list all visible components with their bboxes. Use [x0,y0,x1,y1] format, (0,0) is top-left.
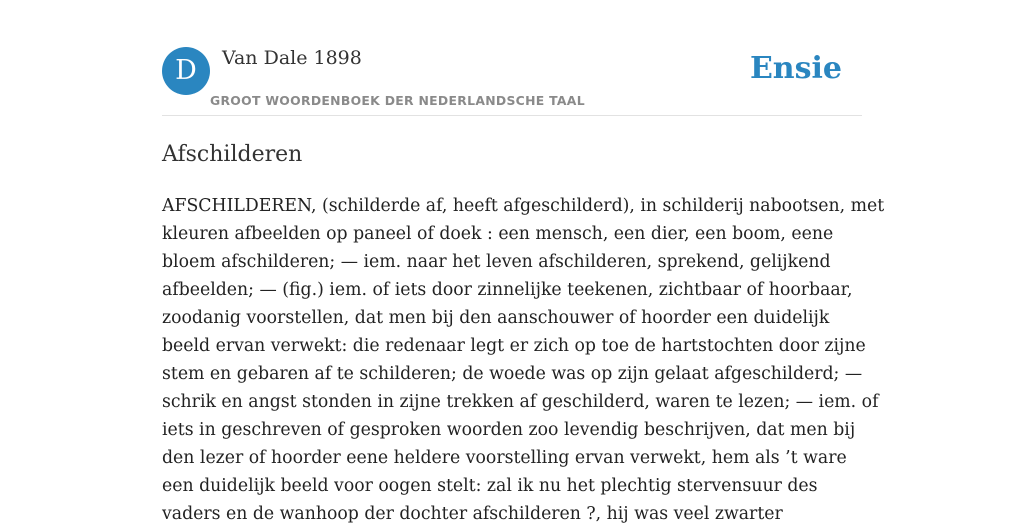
entry-line: kleuren afbeelden op paneel of doek : een mensch, een dier, een boom, eene [162,224,834,244]
source-avatar[interactable]: D [162,47,210,95]
entry-line: bloem afschilderen; — iem. naar het leven afschilderen, sprekend, gelijkend [162,252,831,272]
entry-line: vaders en de wanhoop der dochter afschilderen ?, hij was veel zwarter [162,504,783,524]
entry-line: schrik en angst stonden in zijne trekken af geschilderd, waren te lezen; — iem. of [162,392,879,412]
entry-line: stem en gebaren af te schilderen; de woede was op zijn gelaat afgeschilderd; — [162,364,863,384]
header-divider [162,115,862,116]
brand-logo[interactable]: Ensie [749,51,842,86]
entry-title: Afschilderen [162,142,303,167]
entry-line: een duidelijk beeld voor oogen stelt: zal ik nu het plechtig stervensuur des [162,476,818,496]
source-subtitle: GROOT WOORDENBOEK DER NEDERLANDSCHE TAAL [210,93,585,108]
entry-line: den lezer of hoorder eene heldere voorstelling ervan verwekt, hem als ’t ware [162,448,847,468]
entry-line: iets in geschreven of gesproken woorden zoo levendig beschrijven, dat men bij [162,420,856,440]
entry-line: AFSCHILDEREN, (schilderde af, heeft afgeschilderd), in schilderij nabootsen, met [162,196,885,216]
entry-line: beeld ervan verwekt: die redenaar legt er zich op toe de hartstochten door zijne [162,336,866,356]
entry-body [162,192,885,528]
entry-line: zoodanig voorstellen, dat men bij den aanschouwer of hoorder een duidelijk [162,308,830,328]
source-title[interactable]: Van Dale 1898 [222,47,362,69]
entry-line: afbeelden; — (fig.) iem. of iets door zinnelijke teekenen, zichtbaar of hoorbaar, [162,280,853,300]
